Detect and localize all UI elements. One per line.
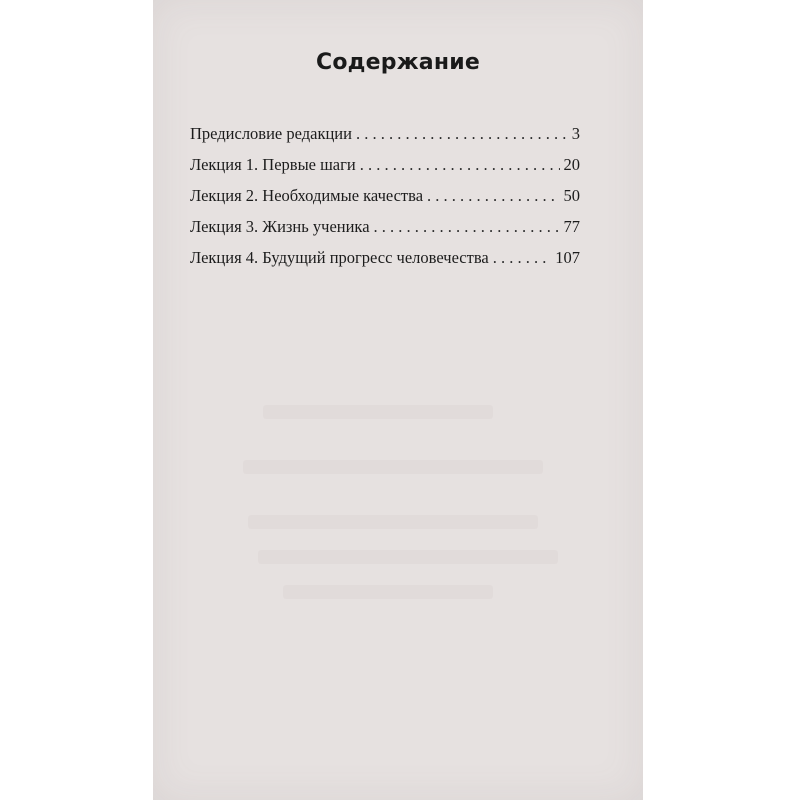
toc-dot-leader xyxy=(493,248,552,268)
toc-entry-title: Лекция 3. Жизнь ученика xyxy=(190,217,370,236)
toc-entry-title: Лекция 1. Первые шаги xyxy=(190,155,356,174)
toc-dot-leader xyxy=(356,124,568,144)
toc-dot-leader xyxy=(360,155,560,175)
page-title: Содержание xyxy=(316,50,480,75)
table-of-contents xyxy=(190,124,580,279)
toc-entry[interactable] xyxy=(190,186,580,217)
toc-entry-title: Лекция 2. Необходимые качества xyxy=(190,186,424,205)
toc-entry-title: Предисловие редакции xyxy=(190,124,352,143)
toc-page-number: 50 xyxy=(563,186,580,205)
toc-page-number: 77 xyxy=(563,217,580,236)
toc-dot-leader xyxy=(374,217,560,237)
book-page xyxy=(153,0,643,800)
show-through-texture xyxy=(153,0,643,800)
toc-entry[interactable] xyxy=(190,217,580,248)
toc-entry[interactable] xyxy=(190,124,580,155)
toc-entry-title: Лекция 4. Будущий прогресс человечества xyxy=(190,248,489,267)
toc-dot-leader xyxy=(427,186,559,206)
toc-page-number: 20 xyxy=(563,155,580,174)
toc-entry[interactable] xyxy=(190,248,580,279)
toc-entry[interactable] xyxy=(190,155,580,186)
toc-page-number: 3 xyxy=(571,124,580,143)
toc-page-number: 107 xyxy=(555,248,580,267)
